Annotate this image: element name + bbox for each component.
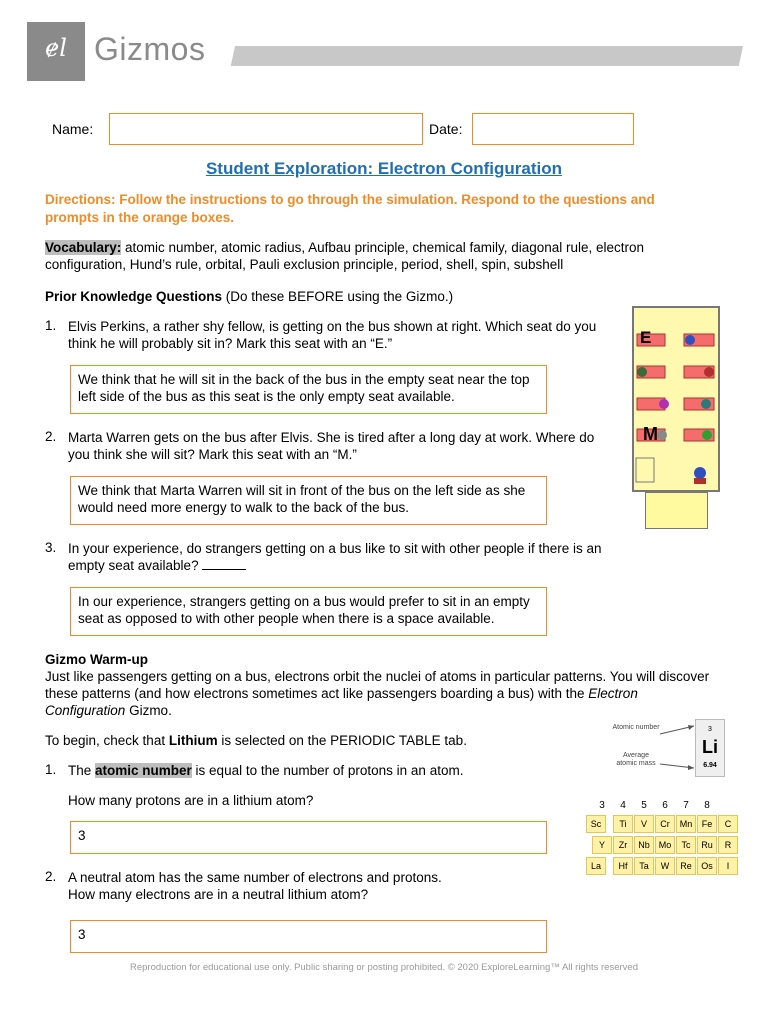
warmup-gizmo-name: Electron Configuration — [45, 686, 638, 718]
begin-element: Lithium — [168, 733, 218, 748]
warmup-q2-number: 2. — [45, 869, 57, 884]
element-cell: I — [718, 857, 738, 875]
element-cell: Mn — [676, 815, 696, 833]
element-cell: Y — [592, 836, 612, 854]
answer-blank[interactable] — [202, 569, 246, 570]
q1-text-a: The — [68, 763, 96, 778]
name-field[interactable] — [109, 113, 423, 145]
prior-heading: Prior Knowledge Questions — [45, 289, 223, 304]
element-symbol: Li — [702, 737, 718, 757]
begin-text-b: is selected on the PERIODIC TABLE tab. — [217, 733, 467, 748]
answer-box-1[interactable]: We think that he will sit in the back of the bus in the empty seat near the top left side of the bus as this seat is the only empty seat available. — [70, 365, 547, 414]
group-label: 3 — [599, 800, 605, 811]
answer-box-3[interactable]: In our experience, strangers getting on a bus would prefer to sit in an empty seat as opposed to with other people when there is a space available. — [70, 587, 547, 636]
date-label: Date: — [429, 121, 463, 137]
vocabulary-text: atomic number, atomic radius, Aufbau principle, chemical family, diagonal rule, electron configuration, Hund’s rule, orbital, Pauli exclusion principle, period, shell, spin, subshell — [45, 240, 645, 272]
group-label: 4 — [620, 800, 626, 811]
element-cell: Os — [697, 857, 717, 875]
vocabulary — [45, 239, 695, 273]
element-number: 3 — [708, 726, 712, 733]
element-cell: La — [586, 857, 606, 875]
atomic-number-caption: Atomic number — [612, 724, 660, 731]
answer-box-protons[interactable]: 3 — [70, 821, 547, 854]
question-3-number: 3. — [45, 540, 57, 555]
warmup-q2-line1: A neutral atom has the same number of electrons and protons. — [68, 870, 442, 885]
group-label: 8 — [704, 800, 710, 811]
brand-name: Gizmos — [94, 31, 206, 67]
element-cell: Hf — [613, 857, 633, 875]
warmup-paragraph — [45, 668, 715, 719]
page-title: Student Exploration: Electron Configuration — [205, 159, 563, 178]
element-cell: Ru — [697, 836, 717, 854]
bus-mark-e: E — [640, 328, 652, 347]
element-cell: R — [718, 836, 738, 854]
date-field[interactable] — [472, 113, 634, 145]
element-cell: Nb — [634, 836, 654, 854]
element-cell: Mo — [655, 836, 675, 854]
q1-text-b: is equal to the number of protons in an atom. — [191, 763, 464, 778]
warmup-heading: Gizmo Warm-up — [45, 652, 148, 667]
element-cell: Tc — [676, 836, 696, 854]
answer-box-2[interactable]: We think that Marta Warren will sit in front of the bus on the left side as she would need more energy to walk to the back of the bus. — [70, 476, 547, 525]
question-2-text: Marta Warren gets on the bus after Elvis. She is tired after a long day at work. Where do you think she will sit? Mark this seat with an “M.” — [68, 430, 595, 462]
element-cell: W — [655, 857, 675, 875]
warmup-q1-number: 1. — [45, 762, 57, 777]
vocabulary-label: Vocabulary: — [45, 240, 122, 255]
q1-highlight: atomic number — [95, 763, 192, 778]
bus-door-step — [645, 492, 708, 529]
group-label: 7 — [683, 800, 689, 811]
element-cell: Ti — [613, 815, 633, 833]
element-cell: Fe — [697, 815, 717, 833]
element-cell: C — [718, 815, 738, 833]
question-2-number: 2. — [45, 429, 57, 444]
card-pointer-arrows — [656, 722, 698, 772]
question-3-text — [68, 540, 613, 574]
question-3-text-content: In your experience, do strangers getting on a bus like to sit with other people if there is an empty seat available? — [68, 541, 602, 573]
element-card-lithium — [695, 719, 725, 777]
warmup-q1-text — [68, 762, 463, 779]
prior-subheading: (Do these BEFORE using the Gizmo.) — [222, 289, 454, 304]
question-1-text: Elvis Perkins, a rather shy fellow, is getting on the bus shown at right. Which seat do you think he will probably sit in? Mark this seat with an “E.” — [68, 319, 597, 351]
bus-illustration — [632, 306, 720, 492]
warmup-q2-line2: How many electrons are in a neutral lithium atom? — [68, 887, 369, 902]
element-cell: Re — [676, 857, 696, 875]
copyright-footer: Reproduction for educational use only. Public sharing or posting prohibited. © 2020 ExploreLearning™ All rights reserved — [130, 962, 638, 973]
element-cell: Zr — [613, 836, 633, 854]
group-label: 6 — [662, 800, 668, 811]
begin-text-a: To begin, check that — [45, 733, 169, 748]
element-mass: 6.94 — [703, 762, 717, 769]
prior-knowledge-heading — [45, 288, 453, 305]
element-cell: Sc — [586, 815, 606, 833]
element-cell: Cr — [655, 815, 675, 833]
group-label: 5 — [641, 800, 647, 811]
element-cell: Ta — [634, 857, 654, 875]
name-label: Name: — [52, 121, 94, 137]
warmup-text-b: Gizmo. — [125, 703, 172, 718]
question-1-number: 1. — [45, 318, 57, 333]
average-mass-caption: Average atomic mass — [616, 752, 656, 767]
warmup-text-a: Just like passengers getting on a bus, electrons orbit the nuclei of atoms in particular patterns. You will discover these patterns (and how electrons sometimes act like passengers boarding a bus) with the — [45, 669, 710, 701]
header-bar — [231, 46, 743, 66]
explorelearning-logo-icon: ɇl — [45, 34, 67, 62]
periodic-table-snippet — [590, 796, 732, 880]
directions: Directions: Follow the instructions to go through the simulation. Respond to the questions and prompts in the orange boxes. — [45, 192, 655, 225]
answer-box-electrons[interactable]: 3 — [70, 920, 547, 953]
element-cell: V — [634, 815, 654, 833]
warmup-q1-subtext: How many protons are in a lithium atom? — [68, 793, 314, 808]
bus-mark-m: M — [643, 424, 658, 444]
begin-instruction — [45, 732, 467, 749]
